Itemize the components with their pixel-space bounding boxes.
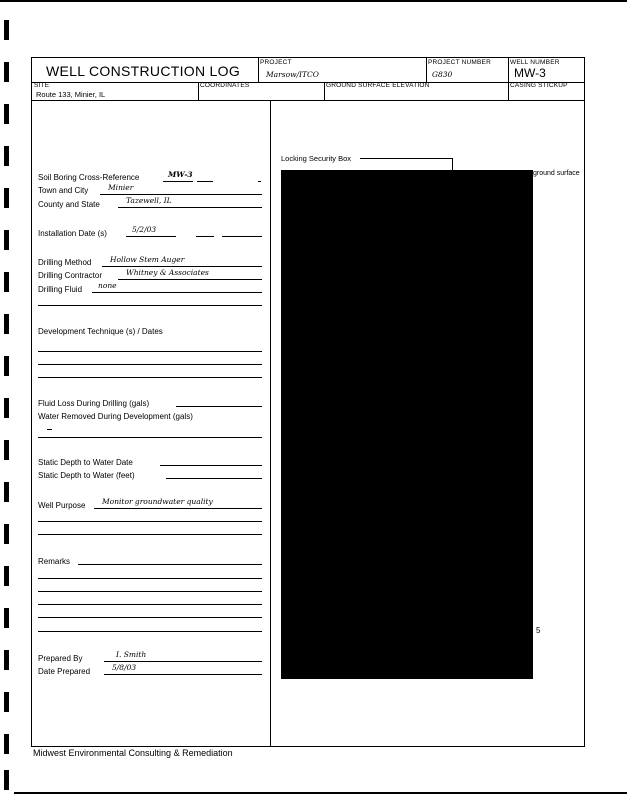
- drilling-fluid-line-2: [38, 305, 262, 306]
- purpose-value: Monitor groundwater quality: [102, 497, 213, 506]
- binding-mark: [4, 272, 9, 292]
- water-removed-line: [38, 437, 262, 438]
- static-date-line: [160, 465, 262, 466]
- remarks-line: [38, 591, 262, 592]
- drilling-fluid-label: Drilling Fluid: [38, 285, 83, 294]
- purpose-line: [94, 508, 262, 509]
- binding-mark: [4, 524, 9, 544]
- remarks-line: [38, 578, 262, 579]
- binding-mark: [4, 104, 9, 124]
- installation-line: [126, 236, 176, 237]
- locking-box-label: Locking Security Box: [281, 154, 352, 163]
- town-value: Minier: [108, 183, 134, 192]
- column-divider: [270, 101, 271, 746]
- static-date-label: Static Depth to Water Date: [38, 458, 133, 467]
- development-line: [38, 364, 262, 365]
- soil-boring-line: [197, 181, 213, 182]
- remarks-line: [38, 604, 262, 605]
- drilling-fluid-line: [92, 292, 262, 293]
- ground-surface-note: ground surface: [533, 170, 580, 177]
- casing-stickup-cell: [508, 82, 584, 101]
- ground-surface-label: GROUND SURFACE ELEVATION: [326, 82, 430, 89]
- remarks-line: [38, 631, 262, 632]
- binding-mark: [4, 188, 9, 208]
- drilling-contractor-label: Drilling Contractor: [38, 271, 103, 280]
- coordinates-label: COORDINATES: [200, 82, 250, 89]
- project-number-label: PROJECT NUMBER: [428, 59, 491, 66]
- drilling-contractor-value: Whitney & Associates: [126, 268, 209, 277]
- static-depth-label: Static Depth to Water (feet): [38, 471, 135, 480]
- coordinates-cell: [198, 82, 325, 101]
- side-mark: 5: [536, 626, 541, 635]
- date-prepared-label: Date Prepared: [38, 667, 91, 676]
- soil-boring-line: [163, 181, 193, 182]
- form-title: WELL CONSTRUCTION LOG: [46, 63, 241, 79]
- drilling-method-value: Hollow Stem Auger: [110, 255, 185, 264]
- site-label: SITE: [34, 82, 50, 89]
- soil-boring-line: [258, 181, 261, 182]
- purpose-line-2: [38, 521, 262, 522]
- casing-stickup-label: CASING STICKUP: [510, 82, 568, 89]
- binding-mark: [4, 650, 9, 670]
- site-value: Route 133, Minier, IL: [36, 90, 106, 99]
- page-bottom-border: [14, 792, 627, 794]
- town-line: [100, 194, 262, 195]
- development-line: [38, 351, 262, 352]
- installation-label: Installation Date (s): [38, 229, 107, 238]
- well-number-label: WELL NUMBER: [510, 59, 560, 66]
- ground-surface-cell: [324, 82, 509, 101]
- prepared-by-value: I. Smith: [116, 650, 147, 659]
- remarks-label: Remarks: [38, 557, 71, 566]
- prepared-by-label: Prepared By: [38, 654, 83, 663]
- binding-mark: [4, 482, 9, 502]
- fluid-loss-line: [176, 406, 262, 407]
- drilling-method-label: Drilling Method: [38, 258, 92, 267]
- locking-box-leader: [360, 158, 452, 159]
- installation-line: [222, 236, 262, 237]
- title-cell: [32, 58, 259, 83]
- binding-mark: [4, 566, 9, 586]
- remarks-line: [38, 617, 262, 618]
- drilling-fluid-value: none: [98, 281, 117, 290]
- county-label: County and State: [38, 200, 100, 209]
- remarks-line: [78, 564, 262, 565]
- drilling-contractor-line: [118, 279, 262, 280]
- water-removed-dash: [47, 429, 52, 430]
- static-depth-line: [166, 478, 262, 479]
- well-diagram-redacted: [281, 170, 533, 679]
- prepared-by-line: [104, 661, 262, 662]
- drilling-method-line: [102, 266, 262, 267]
- purpose-label: Well Purpose: [38, 501, 86, 510]
- project-value: Marsow/ITCO: [266, 70, 319, 79]
- binding-mark: [4, 692, 9, 712]
- binding-mark: [4, 608, 9, 628]
- county-line: [118, 207, 262, 208]
- binding-mark: [4, 146, 9, 166]
- date-prepared-line: [104, 674, 262, 675]
- project-cell: [258, 58, 427, 83]
- installation-value: 5/2/03: [132, 225, 157, 234]
- binding-mark: [4, 770, 9, 790]
- site-cell: [32, 82, 199, 101]
- fluid-loss-label: Fluid Loss During Drilling (gals): [38, 399, 150, 408]
- project-number-value: G830: [432, 70, 453, 79]
- well-number-value: MW-3: [514, 66, 546, 80]
- date-prepared-value: 5/8/03: [112, 663, 137, 672]
- soil-boring-label: Soil Boring Cross-Reference: [38, 173, 140, 182]
- binding-mark: [4, 440, 9, 460]
- purpose-line-3: [38, 534, 262, 535]
- development-line: [38, 377, 262, 378]
- binding-mark: [4, 20, 9, 40]
- development-label: Development Technique (s) / Dates: [38, 327, 163, 336]
- soil-boring-value: MW-3: [168, 170, 193, 179]
- project-label: PROJECT: [260, 59, 292, 66]
- binding-mark: [4, 398, 9, 418]
- county-value: Tazewell, IL: [126, 196, 172, 205]
- binding-mark: [4, 62, 9, 82]
- binding-mark: [4, 314, 9, 334]
- binding-mark: [4, 356, 9, 376]
- water-removed-label: Water Removed During Development (gals): [38, 412, 193, 421]
- binding-mark: [4, 230, 9, 250]
- project-number-cell: [426, 58, 509, 83]
- installation-line: [196, 236, 214, 237]
- binding-mark: [4, 734, 9, 754]
- town-label: Town and City: [38, 186, 89, 195]
- well-number-cell: [508, 58, 584, 83]
- page-top-border: [0, 0, 627, 2]
- company-footer: Midwest Environmental Consulting & Remediation: [33, 748, 233, 758]
